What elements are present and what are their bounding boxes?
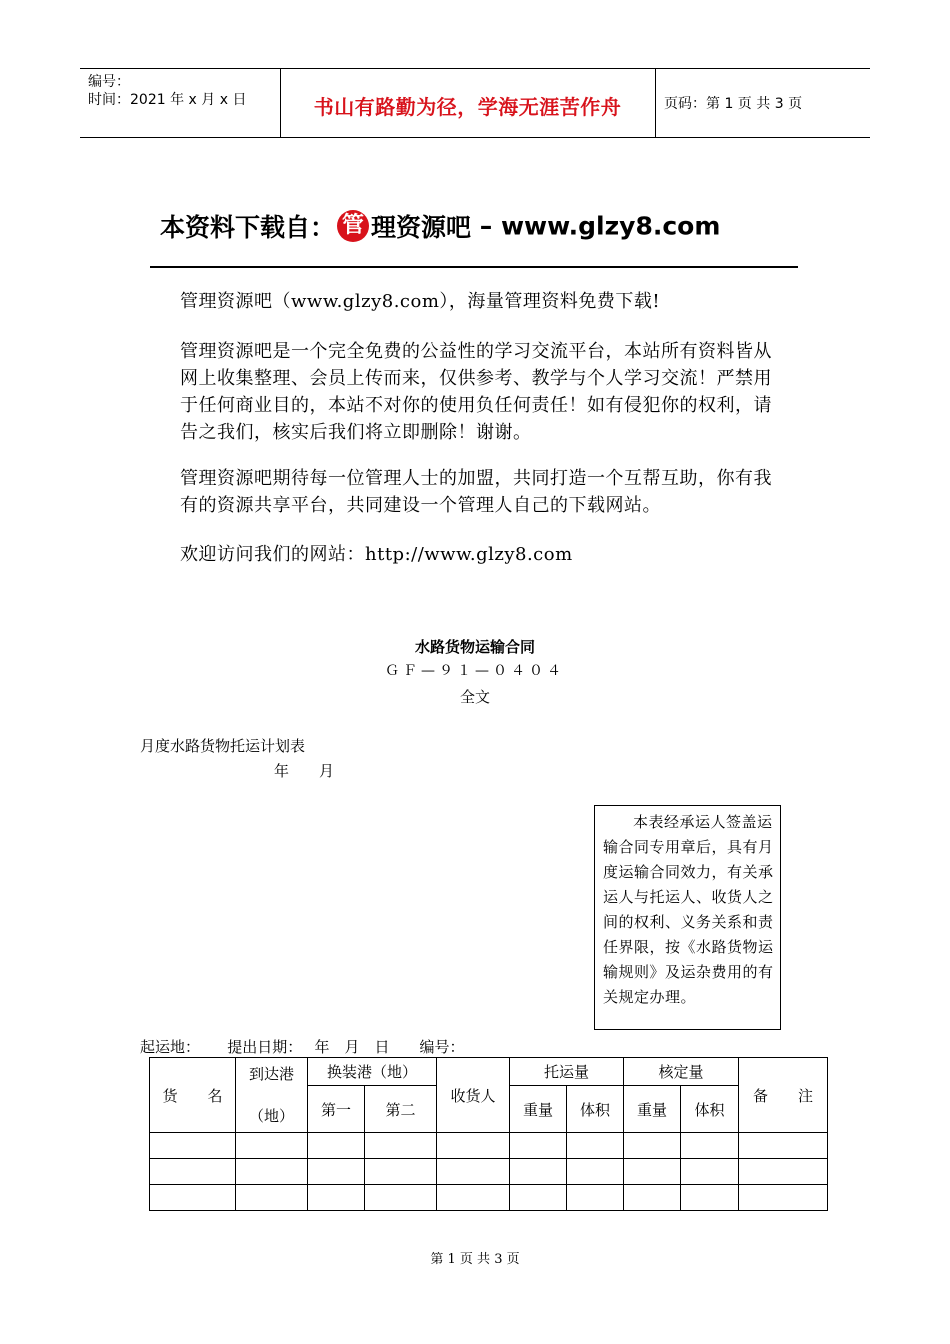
- table-cell[interactable]: [567, 1159, 624, 1185]
- header-page-label: 页码：第 1 页 共 3 页: [664, 96, 803, 112]
- table-cell[interactable]: [150, 1159, 236, 1185]
- cargo-plan-table: [149, 1057, 828, 1211]
- table-cell[interactable]: [308, 1133, 365, 1159]
- header-shipping-weight: 重量: [510, 1086, 567, 1133]
- header-goods-name: 货 名: [150, 1058, 236, 1133]
- banner-prefix: 本资料下载自：: [160, 213, 336, 242]
- header-arrival-port-line2: （地）: [248, 1107, 294, 1125]
- header-arrival-port-line1: 到达港: [248, 1065, 294, 1083]
- banner-site-name: 理资源吧: [371, 213, 472, 242]
- table-cell[interactable]: [236, 1185, 308, 1211]
- info-line: 起运地： 提出日期： 年 月 日 编号：: [140, 1038, 465, 1056]
- banner-rule: [150, 266, 798, 268]
- table-cell[interactable]: [510, 1133, 567, 1159]
- banner-dash: –: [471, 211, 501, 241]
- header-approved-volume-unit: 体积: [681, 1086, 739, 1133]
- table-cell[interactable]: [739, 1185, 828, 1211]
- table-cell[interactable]: [624, 1133, 681, 1159]
- table-row: [150, 1185, 828, 1211]
- header-transfer-first: 第一: [308, 1086, 365, 1133]
- header-consignee: 收货人: [437, 1058, 510, 1133]
- header-arrival-port: [236, 1058, 308, 1133]
- header-transfer-second: 第二: [365, 1086, 437, 1133]
- header-motto: 书山有路勤为径，学海无涯苦作舟: [313, 95, 622, 119]
- header-shipping-volume-unit: 体积: [567, 1086, 624, 1133]
- intro-paragraph-1: 管理资源吧（www.glzy8.com），海量管理资料免费下载!: [180, 291, 661, 312]
- table-cell[interactable]: [624, 1185, 681, 1211]
- header-approved-weight: 重量: [624, 1086, 681, 1133]
- table-cell[interactable]: [236, 1159, 308, 1185]
- table-cell[interactable]: [567, 1185, 624, 1211]
- table-cell[interactable]: [365, 1159, 437, 1185]
- table-cell[interactable]: [681, 1133, 739, 1159]
- table-cell[interactable]: [365, 1185, 437, 1211]
- number-label: 编号：: [88, 74, 130, 90]
- table-cell[interactable]: [150, 1185, 236, 1211]
- document-code: ＧＦ—９１—０４０４: [385, 663, 565, 679]
- table-cell[interactable]: [739, 1159, 828, 1185]
- banner-url[interactable]: www.glzy8.com: [500, 211, 721, 241]
- header-shipping-volume: 托运量: [510, 1058, 624, 1086]
- table-row: [150, 1159, 828, 1185]
- intro-paragraph-4: 欢迎访问我们的网站：http://www.glzy8.com: [180, 544, 573, 565]
- document-title: 水路货物运输合同: [414, 638, 535, 656]
- site-logo: 管: [337, 210, 369, 242]
- table-row: [150, 1133, 828, 1159]
- page-footer: 第 1 页 共 3 页: [430, 1252, 520, 1267]
- header-divider: [655, 69, 656, 137]
- year-month: 年 月: [274, 762, 335, 780]
- table-cell[interactable]: [150, 1133, 236, 1159]
- page-header: [80, 68, 870, 138]
- table-cell[interactable]: [365, 1133, 437, 1159]
- table-title: 月度水路货物托运计划表: [140, 737, 306, 755]
- table-cell[interactable]: [510, 1185, 567, 1211]
- intro-paragraph-2: 管理资源吧是一个完全免费的公益性的学习交流平台，本站所有资料皆从网上收集整理、会员上传而来，仅供参考、教学与个人学习交流！严禁用于任何商业目的，本站不对你的使用负任何责任！如有侵犯你的权利，请告之我们，核实后我们将立即删除！谢谢。: [180, 341, 772, 443]
- table-cell[interactable]: [437, 1133, 510, 1159]
- table-cell[interactable]: [236, 1133, 308, 1159]
- header-meta: [88, 73, 246, 109]
- table-cell[interactable]: [567, 1133, 624, 1159]
- intro-paragraph-3: 管理资源吧期待每一位管理人士的加盟，共同打造一个互帮互助，你有我有的资源共享平台，共同建设一个管理人自己的下载网站。: [180, 468, 772, 516]
- table-cell[interactable]: [437, 1159, 510, 1185]
- table-cell[interactable]: [681, 1159, 739, 1185]
- header-approved-volume: 核定量: [624, 1058, 739, 1086]
- table-cell[interactable]: [510, 1159, 567, 1185]
- table-cell[interactable]: [739, 1133, 828, 1159]
- table-cell[interactable]: [437, 1185, 510, 1211]
- download-banner: [160, 208, 800, 252]
- time-label: 时间：2021 年 x 月 x 日: [88, 92, 247, 108]
- header-transfer-port: 换装港（地）: [308, 1058, 437, 1086]
- table-cell[interactable]: [681, 1185, 739, 1211]
- note-text: 本表经承运人签盖运输合同专用章后，具有月度运输合同效力，有关承运人与托运人、收货人之间的权利、义务关系和责任界限，按《水路货物运输规则》及运杂费用的有关规定办理。: [603, 813, 774, 1006]
- table-cell[interactable]: [308, 1159, 365, 1185]
- table-cell[interactable]: [308, 1185, 365, 1211]
- header-remarks: 备 注: [739, 1058, 828, 1133]
- table-cell[interactable]: [624, 1159, 681, 1185]
- document-full-text: 全文: [459, 688, 490, 706]
- note-box: [594, 805, 781, 1030]
